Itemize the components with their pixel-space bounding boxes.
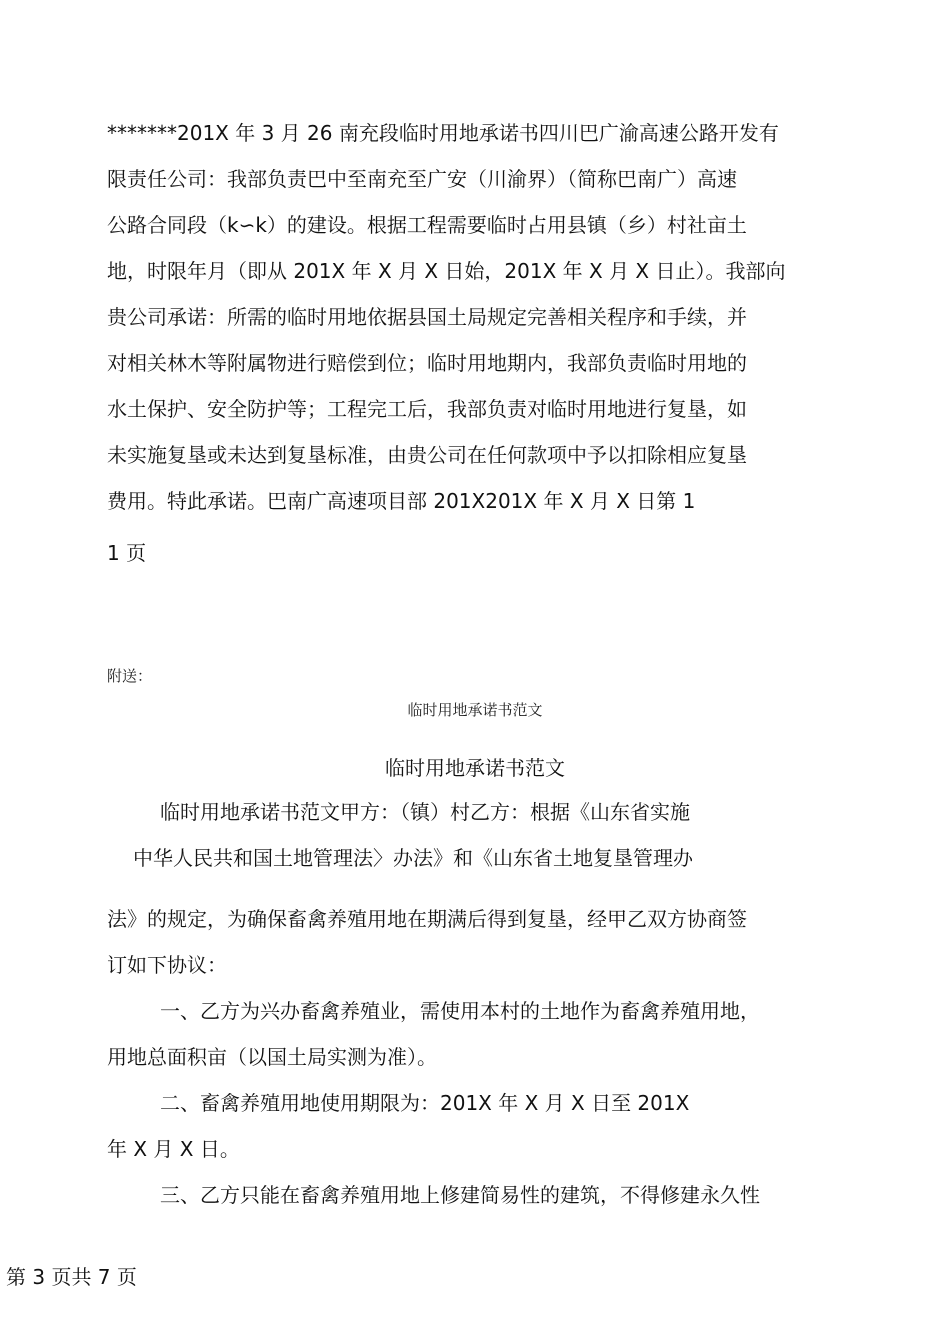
clause-2: 二、畜禽养殖用地使用期限为：201X 年 X 月 X 日至 201X <box>160 1091 690 1115</box>
intro-line: 临时用地承诺书范文甲方：（镇）村乙方：根据《山东省实施 <box>160 800 690 824</box>
clause-3: 三、乙方只能在畜禽养殖用地上修建简易性的建筑，不得修建永久性 <box>160 1183 760 1207</box>
body-text-line: 限责任公司：我部负责巴中至南充至广安（川渝界）（简称巴南广）高速 <box>107 167 737 191</box>
body-text-line: 未实施复垦或未达到复垦标准，由贵公司在任何款项中予以扣除相应复垦 <box>107 443 747 467</box>
appendix-subtitle: 临时用地承诺书范文 <box>407 701 543 719</box>
body-text-line: 用地总面积亩（以国土局实测为准）。 <box>107 1045 437 1069</box>
body-text-line: 订如下协议： <box>107 953 227 977</box>
body-text-line: 年 X 月 X 日。 <box>107 1137 240 1161</box>
body-text-line: *******201X 年 3 月 26 南充段临时用地承诺书四川巴广渝高速公路开发有 <box>107 121 779 145</box>
body-text-line: 水土保护、安全防护等；工程完工后，我部负责对临时用地进行复垦，如 <box>107 397 747 421</box>
body-text-line: 费用。特此承诺。巴南广高速项目部 201X201X 年 X 月 X 日第 1 <box>107 489 696 513</box>
body-text-line: 地，时限年月（即从 201X 年 X 月 X 日始，201X 年 X 月 X 日止）。我部向 <box>107 259 786 283</box>
body-text-line: 法》的规定，为确保畜禽养殖用地在期满后得到复垦，经甲乙双方协商签 <box>107 907 747 931</box>
body-text-line: 公路合同段（k∽k）的建设。根据工程需要临时占用县镇（乡）村社亩土 <box>107 213 747 237</box>
appendix-title: 临时用地承诺书范文 <box>385 756 565 780</box>
appendix-label: 附送： <box>107 667 153 685</box>
page-footer: 第 3 页共 7 页 <box>6 1265 137 1289</box>
intro-line: 中华人民共和国土地管理法〉办法》和《山东省土地复垦管理办 <box>133 846 693 870</box>
page-marker: 1 页 <box>107 541 147 565</box>
body-text-line: 贵公司承诺：所需的临时用地依据县国土局规定完善相关程序和手续，并 <box>107 305 747 329</box>
clause-1: 一、乙方为兴办畜禽养殖业，需使用本村的土地作为畜禽养殖用地， <box>160 999 760 1023</box>
body-text-line: 对相关林木等附属物进行赔偿到位；临时用地期内，我部负责临时用地的 <box>107 351 747 375</box>
